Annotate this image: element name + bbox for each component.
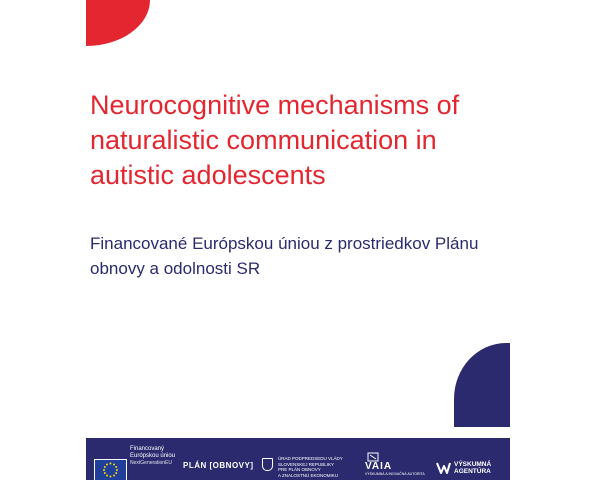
vaia-subtitle: VÝSKUMNÁ A INOVAČNÁ AUTORITA <box>365 472 425 476</box>
eu-line-3: NextGenerationEU <box>130 460 172 466</box>
vaia-wordmark: VAIA <box>365 461 393 472</box>
va-line-1: VÝSKUMNÁ <box>454 461 492 468</box>
va-line-2: AGENTÚRA <box>454 468 491 475</box>
urad-line-4: A ZNALOSTNÚ EKONOMIKU <box>278 472 339 478</box>
eu-flag-icon <box>94 459 127 481</box>
document-title: Neurocognitive mechanisms of naturalistic communication in autistic adolescents <box>90 90 460 190</box>
red-corner-shape <box>86 0 150 46</box>
footer-logo-bar <box>86 438 510 480</box>
eu-line-2: Európskou úniou <box>130 453 176 459</box>
eu-line-1: Financovaný <box>130 446 165 452</box>
urad-text <box>278 456 358 478</box>
funding-statement: Financované Európskou úniou z prostriedkov Plánu obnovy a odolnosti SR <box>90 234 479 278</box>
urad-line-3: PRE PLÁN OBNOVY <box>278 467 321 472</box>
vaia-logo <box>365 452 425 476</box>
vyskumna-agentura-text <box>454 461 491 475</box>
plan-obnovy-logo: PLÁN [OBNOVY] <box>183 461 254 470</box>
vyskumna-agentura-icon <box>436 462 451 474</box>
urad-line-2: SLOVENSKEJ REPUBLIKY <box>278 461 335 467</box>
coat-of-arms-icon <box>262 458 273 471</box>
urad-line-1: ÚRAD PODPREDSEDU VLÁDY <box>278 456 343 461</box>
navy-corner-shape <box>454 343 510 427</box>
document-page <box>86 0 510 480</box>
